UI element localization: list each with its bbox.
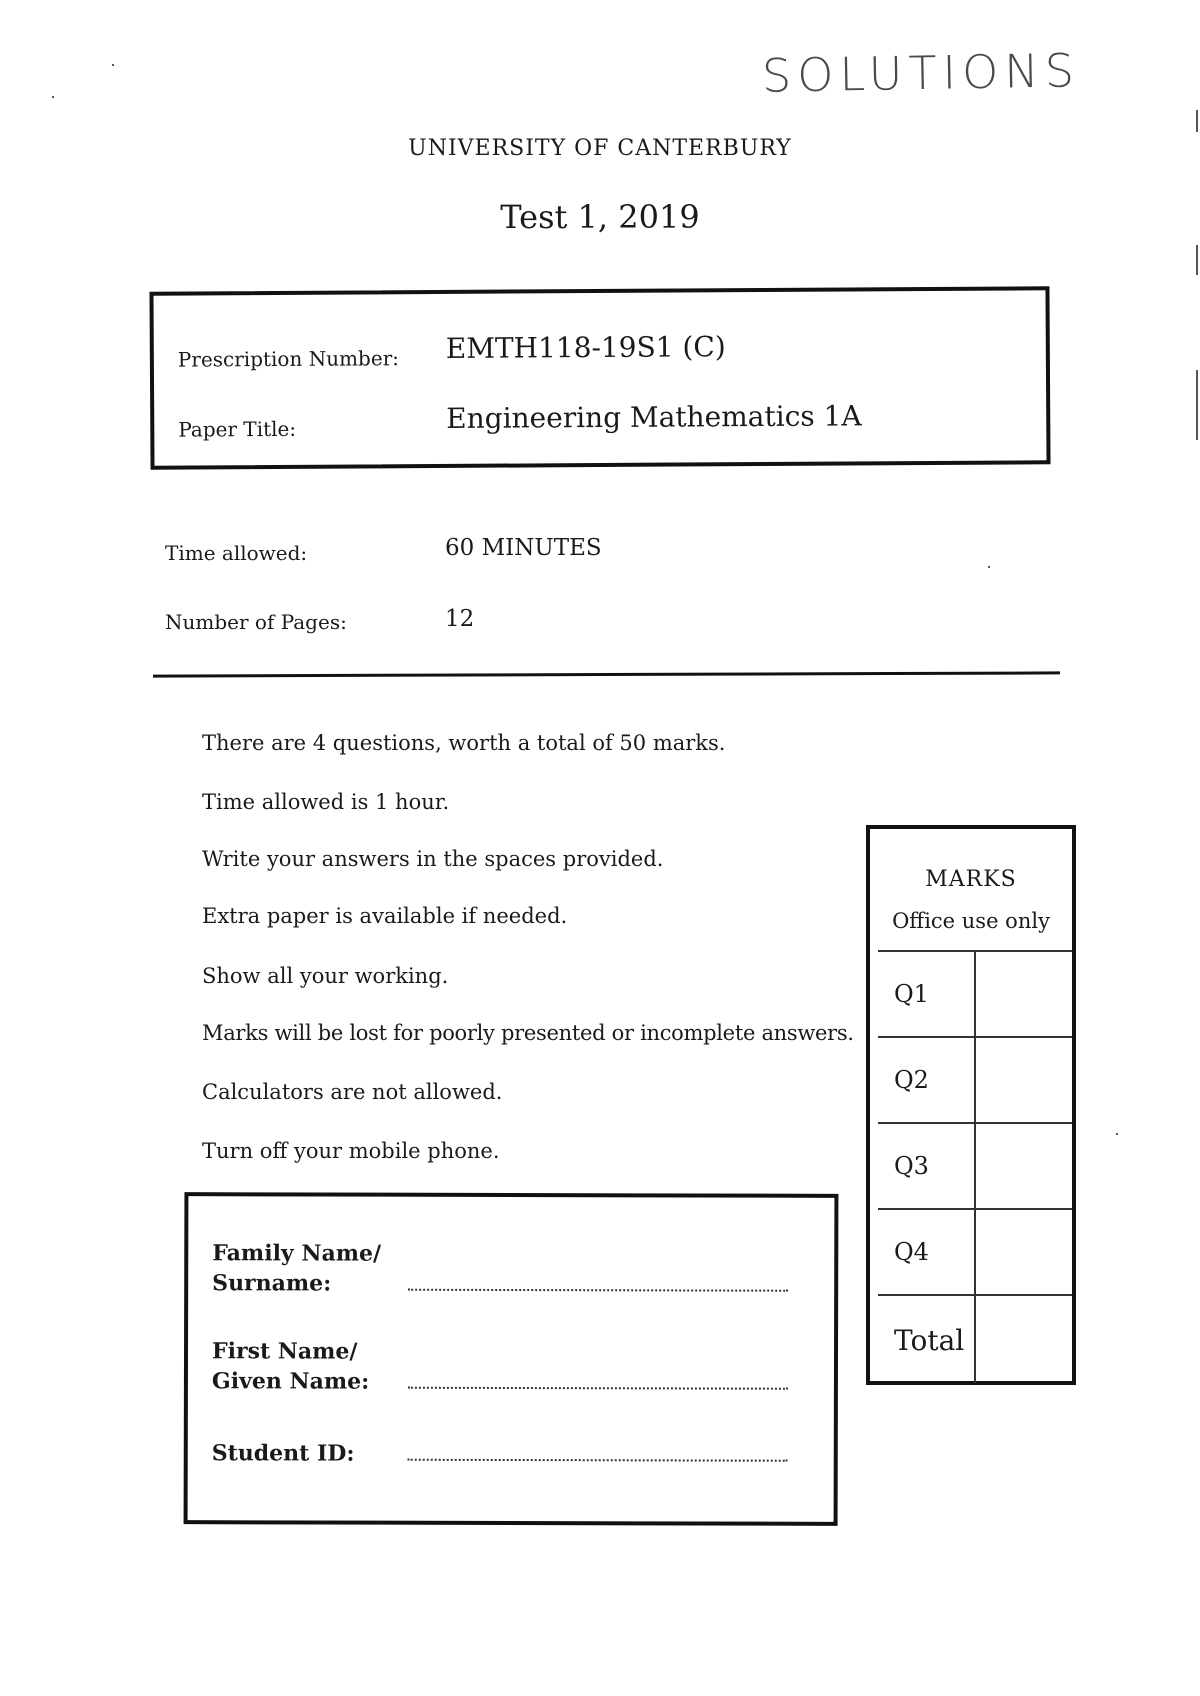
time-allowed-value: 60 MINUTES — [445, 535, 602, 561]
instruction-item: Show all your working. — [202, 964, 449, 988]
instruction-item: Turn off your mobile phone. — [202, 1139, 500, 1163]
student-details-box — [184, 1192, 839, 1526]
paper-title-value: Engineering Mathematics 1A — [446, 399, 862, 435]
paper-title-label: Paper Title: — [178, 416, 297, 442]
scan-speck — [112, 64, 114, 66]
instruction-item: Write your answers in the spaces provided. — [202, 847, 664, 871]
number-of-pages-label: Number of Pages: — [165, 610, 347, 634]
instruction-item: Extra paper is available if needed. — [202, 904, 568, 928]
family-name-label-line2: Surname: — [212, 1270, 332, 1297]
marks-column-divider — [974, 952, 976, 1383]
solutions-handwritten-mark: SOLUTIONS — [761, 43, 1081, 103]
family-name-label-line1: Family Name/ — [212, 1240, 382, 1267]
time-allowed-label: Time allowed: — [165, 541, 308, 565]
student-id-field[interactable] — [408, 1459, 788, 1462]
prescription-number-label: Prescription Number: — [177, 346, 400, 372]
number-of-pages-value: 12 — [445, 606, 475, 632]
instruction-item: Time allowed is 1 hour. — [202, 790, 450, 814]
scan-edge-mark — [1196, 110, 1198, 132]
marks-row-label: Q1 — [894, 980, 929, 1008]
marks-row-label: Q3 — [894, 1152, 929, 1180]
instruction-item: Calculators are not allowed. — [202, 1080, 503, 1104]
student-id-label: Student ID: — [211, 1440, 355, 1467]
first-name-label — [212, 1336, 370, 1396]
scan-edge-mark — [1196, 370, 1198, 440]
section-divider — [153, 671, 1060, 677]
first-name-label-line1: First Name/ — [211, 1338, 358, 1365]
university-name: UNIVERSITY OF CANTERBURY — [408, 136, 792, 161]
marks-row-label: Total — [894, 1324, 965, 1357]
marks-row-label: Q4 — [894, 1238, 929, 1266]
marks-box — [866, 825, 1076, 1385]
scan-speck — [52, 96, 54, 98]
first-name-label-line2: Given Name: — [211, 1368, 370, 1395]
family-name-field[interactable] — [408, 1289, 788, 1292]
paper-info-box — [149, 286, 1050, 469]
instruction-item: There are 4 questions, worth a total of 50 marks. — [202, 731, 726, 755]
instruction-item: Marks will be lost for poorly presented or incomplete answers. — [202, 1021, 854, 1045]
test-title: Test 1, 2019 — [500, 198, 700, 236]
scan-edge-mark — [1196, 245, 1198, 275]
scan-speck — [1116, 1133, 1118, 1135]
marks-subtitle: Office use only — [892, 909, 1050, 933]
marks-table — [878, 950, 1072, 1383]
given-name-field[interactable] — [408, 1387, 788, 1390]
marks-row-label: Q2 — [894, 1066, 929, 1094]
scan-speck — [988, 566, 990, 568]
marks-title: MARKS — [925, 867, 1017, 892]
prescription-number-value: EMTH118-19S1 (C) — [445, 330, 726, 365]
family-name-label — [212, 1238, 381, 1298]
